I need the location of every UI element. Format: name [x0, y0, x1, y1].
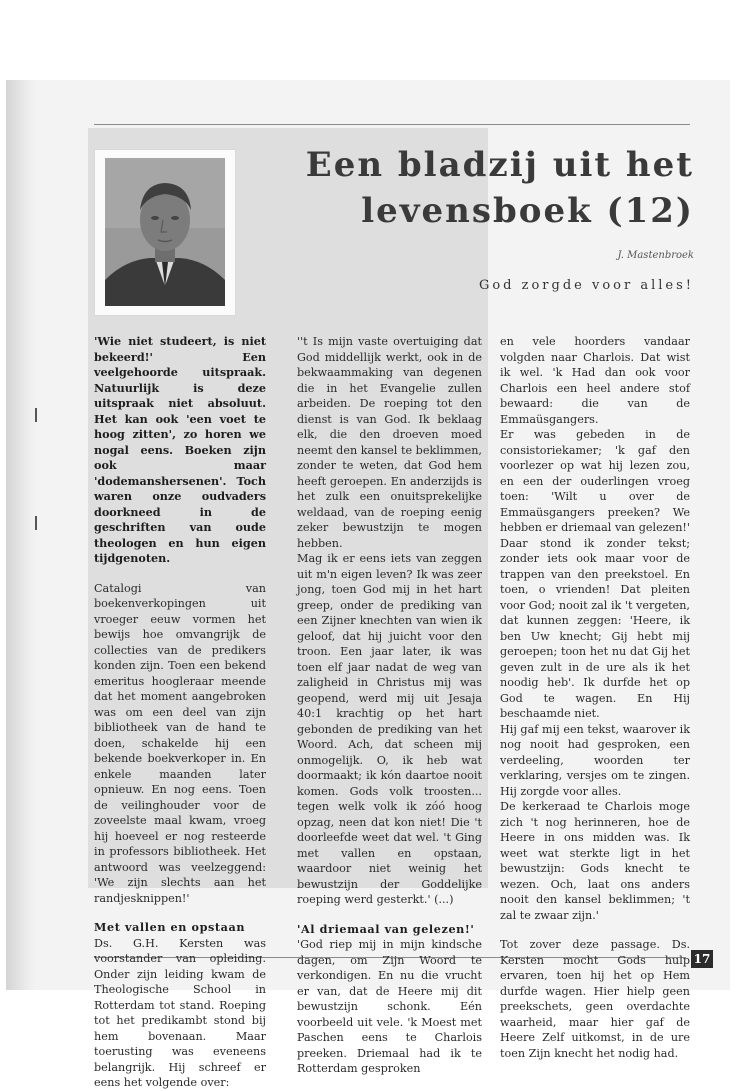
spine-mark	[35, 408, 37, 422]
paragraph: Mag ik er eens iets van zeggen uit m'n eigen leven? Ik was zeer jong, toen God mij in het hart greep, onder de prediking van een Zijner knechten van wien ik geloof, dat hij juicht voor den troon. Een jaar later, ik was toen elf jaar nadat de weg van zaligheid in Christus mij was geopend, werd mij uit Jesaja 40:1 krachtig op het hart gebonden de prediking van het Woord. Ach, dat scheen mij onmogelijk. O, ik heb wat doormaakt; ik kón daartoe nooit komen. Gods volk troosten... tegen welk volk ik zóó hoog opzag, neen dat kon niet! Die 't doorleefde weet dat wel. 't Ging met vallen en opstaan, waardoor niet weinig het bewustzijn der Goddelijke roeping werd gesterkt.' (...)	[297, 552, 482, 906]
portrait-photo-icon	[105, 158, 225, 306]
author-name: J. Mastenbroek	[617, 250, 694, 261]
paragraph: ''t Is mijn vaste overtuiging dat God middellijk werkt, ook in de bekwaammaking van degenen die in het Evangelie zullen arbeiden. De roeping tot den dienst is van God. Ik beklaag elk, die den droeven moed neemt den kansel te beklimmen, zonder te weten, dat God hem heeft geroepen. En anderzijds is het zulk een onuitsprekelijke weldaad, van de roeping eenig zeker bewustzijn te mogen hebben.	[297, 335, 482, 550]
paragraph: De kerkeraad te Charlois moge zich 't nog herinneren, hoe de Heere in ons midden was. Ik weet wat sterkte ligt in het bewustzijn: Gods knecht te wezen. Och, laat ons anders nooit den kansel beklimmen; 't zal te zwaar zijn.'	[500, 800, 690, 922]
paragraph: 'God riep mij in mijn kindsche dagen, om Zijn Woord te verkondigen. En nu die vrucht er van, dat de Heere mij dit bewustzijn schonk. Eén voorbeeld uit vele. 'k Moest met Paschen eens te Charlois preeken. Driemaal had ik te Rotterdam gesproken	[297, 938, 482, 1075]
portrait-photo	[105, 158, 225, 306]
section-heading: 'Al driemaal van gelezen!'	[297, 921, 475, 936]
article-subtitle: God zorgde voor alles!	[478, 278, 694, 293]
section-heading: Met vallen en opstaan	[94, 920, 246, 934]
title-line-1: Een bladzij uit het	[305, 145, 694, 185]
column-2	[297, 334, 482, 1077]
page-number: 17	[691, 950, 713, 968]
title-line-2: levensboek (12)	[361, 191, 694, 231]
spine-mark	[35, 516, 37, 530]
intro-paragraph: 'Wie niet studeert, is niet bekeerd!' Een veelgehoorde uitspraak. Natuurlijk is deze uitspraak niet absoluut. Het kan ook 'een voet te hoog zitten', zo horen we nogal eens. Boeken zijn ook maar 'dodemanshersenen'. Toch waren onze oudvaders doorkneed in de geschriften van oude theologen en hun eigen tijdgenoten.	[94, 334, 266, 565]
page-gutter	[6, 80, 36, 990]
column-1	[94, 334, 266, 1091]
column-3	[500, 334, 690, 1061]
paragraph: en vele hoorders vandaar volgden naar Charlois. Dat wist ik wel. 'k Had dan ook voor Charlois een heel andere stof bewaard: die van de Emmaüsgangers.	[500, 335, 690, 426]
article-title	[264, 142, 694, 234]
paragraph: Er was gebeden in de consistoriekamer; 'k gaf den voorlezer op wat hij lezen zou, en een der ouderlingen vroeg toen: 'Wilt u over de Emmaüsgangers preeken? We hebben er driemaal van gelezen!' Daar stond ik zonder tekst; zonder iets ook maar voor de trappen van den preekstoel. En toen, o vrienden! Dat pleiten voor God; nooit zal ik 't vergeten, dat kunnen zeggen: 'Heere, ik ben Uw knecht; Gij hebt mij geroepen; toon het nu dat Gij het geven zult in de ure als ik het noodig heb'. Ik durfde het op God te wagen. En Hij beschaamde niet.	[500, 428, 690, 720]
paragraph: Catalogi van boekenverkopingen uit vroeger eeuw vormen het bewijs hoe omvangrijk de collecties van de predikers konden zijn. Toen een bekend emeritus hoogleraar meende dat het moment aangebroken was om een deel van zijn bibliotheek van de hand te doen, schakelde hij een bekende boekverkoper in. En enkele maanden later opnieuw. En nog eens. Toen de veilinghouder voor de zoveelste maal kwam, vroeg hij hoeveel er nog resteerde in professors bibliotheek. Het antwoord was veelzeggend: 'We zijn slechts aan het randjesknippen!'	[94, 581, 266, 905]
paragraph: Ds. G.H. Kersten was voorstander van opleiding. Onder zijn leiding kwam de Theologische School in Rotterdam tot stand. Roeping tot het predikambt stond bij hem bovenaan. Maar toerusting was eveneens belangrijk. Hij schreef er eens het volgende over:	[94, 936, 266, 1089]
paragraph: Hij gaf mij een tekst, waarover ik nog nooit had gesproken, een verdeeling, woorden ter verklaring, versjes om te zingen. Hij zorgde voor alles.	[500, 722, 690, 798]
top-rule	[94, 124, 690, 125]
paragraph: Tot zover deze passage. Ds. Kersten mocht Gods hulp ervaren, toen hij het op Hem durfde wagen. Hier hielp geen preekschets, geen overdachte waarheid, maar hier gaf de Heere Zelf uitkomst, in de ure toen Zijn knecht het nodig had.	[500, 938, 690, 1060]
